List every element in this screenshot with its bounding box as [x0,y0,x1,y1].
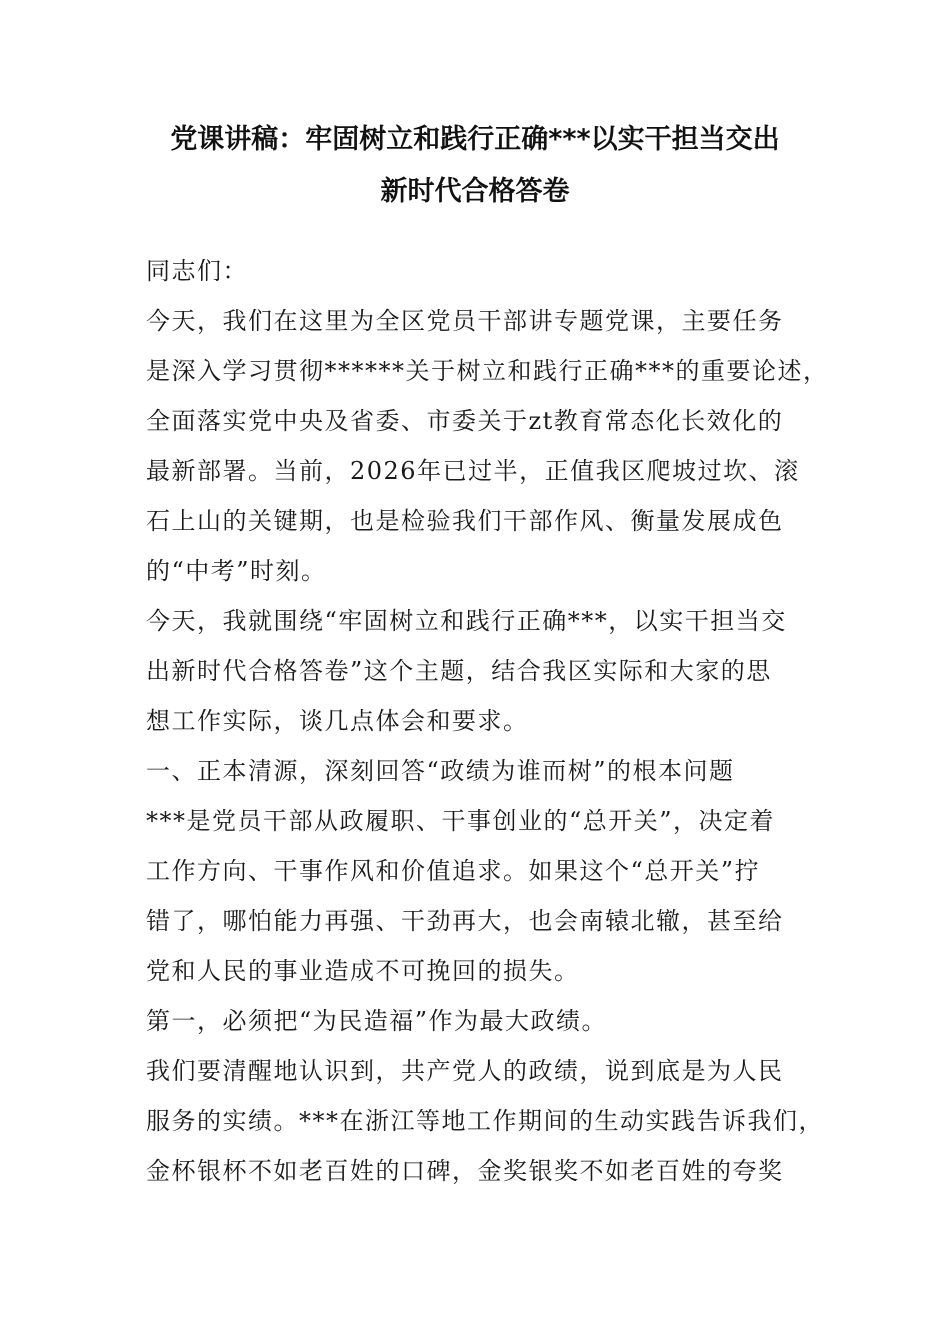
body-line: 我们要清醒地认识到，共产党人的政绩，说到底是为人民 [146,1057,784,1085]
body-line: 党和人民的事业造成不可挽回的损失。 [146,957,580,985]
body-line: 工作方向、干事作风和价值追求。如果这个“总开关”拧 [146,857,761,885]
body-line: 最新部署。当前，2026年已过半，正值我区爬坡过坎、滚 [146,457,800,485]
body-line: 服务的实绩。***在浙江等地工作期间的生动实践告诉我们， [146,1107,824,1135]
subsection-heading: 第一，必须把“为民造福”作为最大政绩。 [146,1007,608,1035]
body-line: 今天，我就围绕“牢固树立和践行正确***，以实干担当交 [146,607,787,635]
body-line: 是深入学习贯彻******关于树立和践行正确***的重要论述， [146,357,829,385]
document-title-line-2: 新时代合格答卷 [380,176,570,207]
document-title-line-1: 党课讲稿：牢固树立和践行正确***以实干担当交出 [170,124,780,155]
section-heading: 一、正本清源，深刻回答“政绩为谁而树”的根本问题 [146,757,735,785]
body-line: 出新时代合格答卷”这个主题，结合我区实际和大家的思 [146,657,772,685]
body-line: 全面落实党中央及省委、市委关于zt教育常态化长效化的 [146,407,784,435]
body-line: 错了，哪怕能力再强、干劲再大，也会南辕北辙，甚至给 [146,907,784,935]
body-line: 金杯银杯不如老百姓的口碑，金奖银奖不如老百姓的夸奖 [146,1157,784,1185]
body-line: ***是党员干部从政履职、干事创业的“总开关”，决定着 [146,807,776,835]
document-body [146,246,836,1196]
body-line: 的“中考”时刻。 [146,557,327,585]
body-line: 想工作实际，谈几点体会和要求。 [146,707,529,735]
body-line: 石上山的关键期，也是检验我们干部作风、衡量发展成色 [146,507,784,535]
body-line: 今天，我们在这里为全区党员干部讲专题党课，主要任务 [146,307,784,335]
salutation: 同志们： [146,257,248,285]
